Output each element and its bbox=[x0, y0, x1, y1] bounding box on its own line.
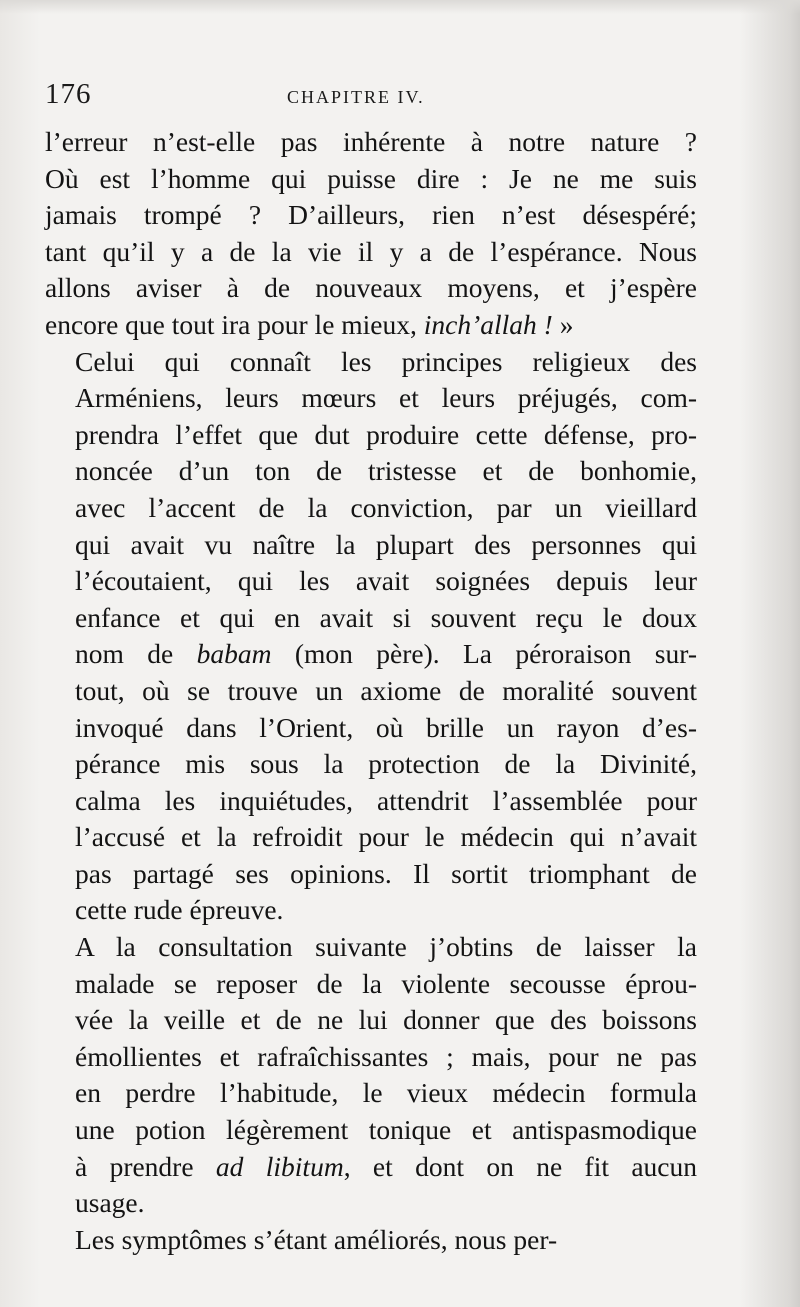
running-head: CHAPITRE IV. bbox=[287, 87, 425, 107]
text-line bbox=[45, 270, 697, 307]
text-segment: allons aviser à de nouveaux moyens, et j’espère bbox=[45, 272, 697, 304]
italic-text: ad libitum bbox=[215, 1150, 344, 1182]
page-header bbox=[45, 78, 695, 118]
text-segment: nom de bbox=[75, 638, 197, 670]
text-segment: noncée d’un ton de tristesse et de bonhomie, bbox=[75, 455, 697, 487]
text-line bbox=[45, 673, 697, 710]
text-segment: Arméniens, leurs mœurs et leurs préjugés, com- bbox=[75, 382, 697, 414]
text-segment: encore que tout ira pour le mieux, bbox=[45, 308, 424, 340]
text-line bbox=[45, 453, 697, 490]
text-line bbox=[45, 856, 697, 893]
text-segment: pas partagé ses opinions. Il sortit triomphant de bbox=[75, 857, 697, 889]
body-text bbox=[45, 124, 697, 1258]
text-line bbox=[45, 234, 697, 271]
text-segment: Celui qui connaît les principes religieux des bbox=[75, 345, 697, 377]
paragraph bbox=[45, 1222, 697, 1259]
text-segment: jamais trompé ? D’ailleurs, rien n’est désespéré; bbox=[45, 199, 697, 231]
text-segment: avec l’accent de la conviction, par un vieillard bbox=[75, 491, 697, 523]
text-line bbox=[45, 344, 697, 381]
text-segment: calma les inquiétudes, attendrit l’assemblée pour bbox=[75, 784, 697, 816]
text-line bbox=[45, 417, 697, 454]
paragraph bbox=[45, 929, 697, 1222]
text-segment: Où est l’homme qui puisse dire : Je ne me suis bbox=[45, 162, 697, 194]
text-segment: émollientes et rafraîchissantes ; mais, pour ne pas bbox=[75, 1040, 697, 1072]
text-line bbox=[45, 600, 697, 637]
italic-text: babam bbox=[196, 638, 272, 670]
text-line bbox=[45, 966, 697, 1003]
text-segment: A la consultation suivante j’obtins de laisser la bbox=[75, 931, 697, 963]
text-line bbox=[45, 1185, 697, 1222]
text-segment: enfance et qui en avait si souvent reçu le doux bbox=[75, 601, 697, 633]
text-line bbox=[45, 161, 697, 198]
text-segment: cette rude épreuve. bbox=[75, 894, 284, 926]
text-segment: l’erreur n’est-elle pas inhérente à notre nature ? bbox=[45, 126, 697, 157]
text-line bbox=[45, 563, 697, 600]
text-segment: » bbox=[552, 308, 574, 340]
text-line bbox=[45, 1112, 697, 1149]
text-segment: (mon père). La péroraison sur- bbox=[271, 638, 697, 670]
text-segment: Les symptômes s’étant améliorés, nous per- bbox=[75, 1223, 558, 1255]
text-line bbox=[45, 380, 697, 417]
text-line bbox=[45, 892, 697, 929]
text-line bbox=[45, 1149, 697, 1186]
text-line bbox=[45, 124, 697, 161]
text-line bbox=[45, 1002, 697, 1039]
text-segment: en perdre l’habitude, le vieux médecin formula bbox=[75, 1077, 697, 1109]
page-number: 176 bbox=[45, 78, 92, 110]
text-segment: l’écoutaient, qui les avait soignées depuis leur bbox=[75, 565, 697, 597]
text-line bbox=[45, 710, 697, 747]
text-line bbox=[45, 307, 697, 344]
text-line bbox=[45, 197, 697, 234]
paragraph bbox=[45, 344, 697, 930]
text-line bbox=[45, 819, 697, 856]
text-segment: prendra l’effet que dut produire cette défense, pro- bbox=[75, 418, 697, 450]
italic-text: inch’allah ! bbox=[423, 308, 553, 340]
text-line bbox=[45, 929, 697, 966]
text-segment: , et dont on ne fit aucun bbox=[343, 1150, 698, 1182]
text-segment: vée la veille et de ne lui donner que des boissons bbox=[75, 1004, 697, 1036]
text-segment: malade se reposer de la violente secousse éprou- bbox=[75, 967, 697, 999]
text-line bbox=[45, 746, 697, 783]
text-segment: usage. bbox=[75, 1187, 145, 1219]
text-segment: qui avait vu naître la plupart des personnes qui bbox=[75, 528, 697, 560]
text-line bbox=[45, 1039, 697, 1076]
paragraph bbox=[45, 124, 697, 344]
text-segment: tout, où se trouve un axiome de moralité souvent bbox=[75, 674, 697, 706]
text-line bbox=[45, 783, 697, 820]
text-segment: pérance mis sous la protection de la Divinité, bbox=[75, 748, 697, 780]
text-line bbox=[45, 1222, 697, 1259]
text-segment: à prendre bbox=[75, 1150, 216, 1182]
page-edge-shadow bbox=[0, 0, 800, 14]
text-line bbox=[45, 527, 697, 564]
text-line bbox=[45, 636, 697, 673]
text-line bbox=[45, 1075, 697, 1112]
text-segment: l’accusé et la refroidit pour le médecin qui n’avait bbox=[75, 821, 697, 853]
text-segment: tant qu’il y a de la vie il y a de l’espérance. Nous bbox=[45, 235, 697, 267]
text-line bbox=[45, 490, 697, 527]
text-segment: invoqué dans l’Orient, où brille un rayon d’es- bbox=[75, 711, 697, 743]
text-segment: une potion légèrement tonique et antispasmodique bbox=[75, 1114, 697, 1146]
